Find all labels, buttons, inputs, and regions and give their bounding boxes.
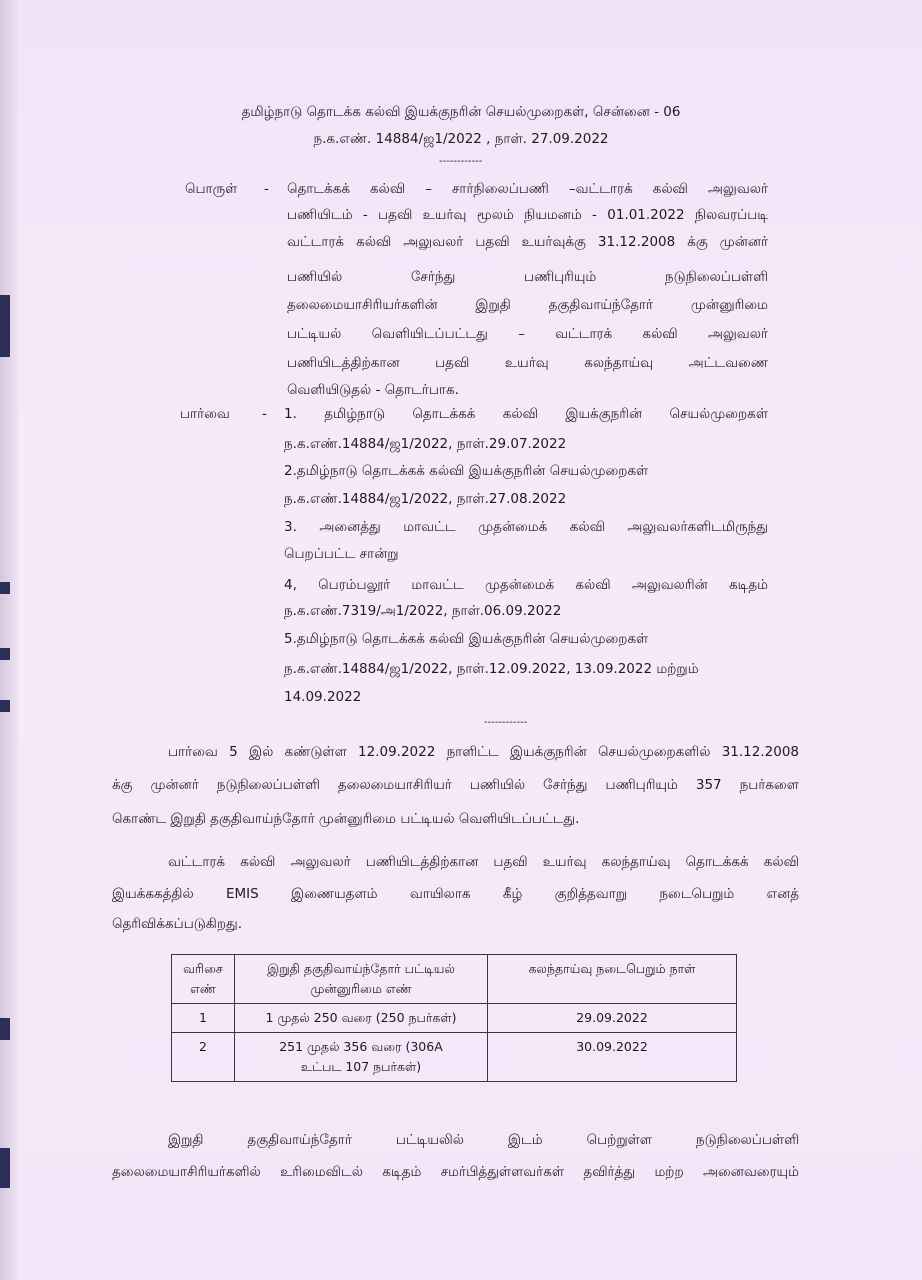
- column-header: இறுதி தகுதிவாய்ந்தோர் பட்டியல் முன்னுரிமை எண்: [235, 955, 488, 1004]
- paragraph-line: தெரிவிக்கப்படுகிறது.: [112, 916, 243, 932]
- reference-item: 3. அனைத்து மாவட்ட முதன்மைக் கல்வி அலுவலர்களிடமிருந்து: [284, 519, 768, 535]
- page-edge-shadow: [0, 0, 18, 1280]
- table-row: [172, 1004, 737, 1033]
- margin-mark: [0, 700, 10, 712]
- table-row: [172, 1033, 737, 1082]
- reference-item: 14.09.2022: [284, 689, 362, 705]
- reference-item: ந.க.எண்.7319/அ1/2022, நாள்.06.09.2022: [284, 603, 562, 619]
- margin-mark: [0, 1018, 10, 1040]
- reference-item: ந.க.எண்.14884/ஜ1/2022, நாள்.12.09.2022, 13.09.2022 மற்றும்: [284, 661, 699, 677]
- paragraph-line: பார்வை 5 இல் கண்டுள்ள 12.09.2022 நாளிட்ட இயக்குநரின் செயல்முறைகளில் 31.12.2008: [168, 744, 799, 760]
- subject-label: பொருள்: [185, 181, 238, 197]
- margin-mark: [0, 582, 10, 594]
- table-cell: 30.09.2022: [488, 1033, 737, 1082]
- header-separator: ------------: [439, 156, 483, 167]
- subject-line: பட்டியல் வெளியிடப்பட்டது – வட்டாரக் கல்வி அலுவலர்: [287, 326, 768, 342]
- reference-item: 2.தமிழ்நாடு தொடக்கக் கல்வி இயக்குநரின் செயல்முறைகள்: [284, 463, 649, 479]
- reference-item: 4, பெரம்பலூர் மாவட்ட முதன்மைக் கல்வி அலுவலரின் கடிதம்: [284, 577, 768, 593]
- subject-line: பணியில் சேர்ந்து பணிபுரியும் நடுநிலைப்பள்ளி: [287, 269, 768, 285]
- reference-item: 5.தமிழ்நாடு தொடக்கக் கல்வி இயக்குநரின் செயல்முறைகள்: [284, 631, 649, 647]
- table-cell: 1 முதல் 250 வரை (250 நபர்கள்): [235, 1004, 488, 1033]
- column-header: வரிசை எண்: [172, 955, 235, 1004]
- reference-item: ந.க.எண்.14884/ஜ1/2022, நாள்.27.08.2022: [284, 491, 567, 507]
- subject-line: பணியிடம் - பதவி உயர்வு மூலம் நியமனம் - 01.01.2022 நிலவரப்படி: [287, 207, 768, 223]
- subject-line: வட்டாரக் கல்வி அலுவலர் பதவி உயர்வுக்கு 31.12.2008 க்கு முன்னர்: [287, 234, 768, 250]
- reference-dash: -: [262, 406, 267, 422]
- subject-line: வெளியிடுதல் - தொடர்பாக.: [287, 382, 459, 398]
- paragraph-line: இயக்ககத்தில் EMIS இணையதளம் வாயிலாக கீழ் குறித்தவாறு நடைபெறும் எனத்: [112, 886, 799, 902]
- table-header-row: [172, 955, 737, 1004]
- reference-label: பார்வை: [180, 406, 230, 422]
- subject-line: தொடக்கக் கல்வி – சார்நிலைப்பணி –வட்டாரக் கல்வி அலுவலர்: [287, 181, 768, 197]
- reference-number: ந.க.எண். 14884/ஜ1/2022 , நாள். 27.09.2022: [313, 131, 609, 147]
- paragraph-line: கொண்ட இறுதி தகுதிவாய்ந்தோர் முன்னுரிமை பட்டியல் வெளியிடப்பட்டது.: [112, 811, 580, 827]
- subject-line: பணியிடத்திற்கான பதவி உயர்வு கலந்தாய்வு அட்டவணை: [287, 355, 768, 371]
- margin-mark: [0, 648, 10, 660]
- reference-separator: ------------: [484, 717, 528, 728]
- paragraph-line: இறுதி தகுதிவாய்ந்தோர் பட்டியலில் இடம் பெற்றுள்ள நடுநிலைப்பள்ளி: [168, 1132, 799, 1148]
- office-heading: தமிழ்நாடு தொடக்க கல்வி இயக்குநரின் செயல்முறைகள், சென்னை - 06: [241, 104, 681, 120]
- reference-item: பெறப்பட்ட சான்று: [284, 546, 399, 562]
- margin-mark: [0, 295, 10, 357]
- paragraph-line: தலைமையாசிரியர்களில் உரிமைவிடல் கடிதம் சமர்பித்துள்ளவர்கள் தவிர்த்து மற்ற அனைவரையும்: [112, 1164, 799, 1180]
- column-header: கலந்தாய்வு நடைபெறும் நாள்: [488, 955, 737, 1004]
- paragraph-line: க்கு முன்னர் நடுநிலைப்பள்ளி தலைமையாசிரியர் பணியில் சேர்ந்து பணிபுரியும் 357 நபர்களை: [112, 777, 799, 793]
- table-cell: 251 முதல் 356 வரை (306A உட்பட 107 நபர்கள்): [235, 1033, 488, 1082]
- counselling-schedule-table: [171, 954, 737, 1082]
- reference-item: 1. தமிழ்நாடு தொடக்கக் கல்வி இயக்குநரின் செயல்முறைகள்: [284, 406, 768, 422]
- margin-mark: [0, 1148, 10, 1188]
- table-cell: 1: [172, 1004, 235, 1033]
- reference-item: ந.க.எண்.14884/ஜ1/2022, நாள்.29.07.2022: [284, 436, 567, 452]
- subject-line: தலைமையாசிரியர்களின் இறுதி தகுதிவாய்ந்தோர் முன்னுரிமை: [287, 297, 768, 313]
- table-cell: 2: [172, 1033, 235, 1082]
- subject-dash: -: [264, 181, 269, 197]
- paragraph-line: வட்டாரக் கல்வி அலுவலர் பணியிடத்திற்கான பதவி உயர்வு கலந்தாய்வு தொடக்கக் கல்வி: [168, 854, 799, 870]
- table-cell: 29.09.2022: [488, 1004, 737, 1033]
